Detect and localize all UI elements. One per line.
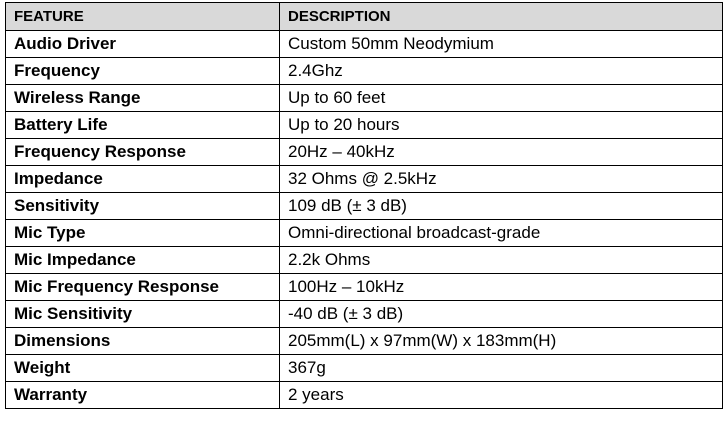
feature-cell: Frequency	[6, 58, 280, 85]
description-cell: 2 years	[280, 382, 723, 409]
feature-column-header: FEATURE	[6, 3, 280, 31]
description-cell: 2.2k Ohms	[280, 247, 723, 274]
feature-cell: Mic Sensitivity	[6, 301, 280, 328]
feature-cell: Dimensions	[6, 328, 280, 355]
description-cell: 109 dB (± 3 dB)	[280, 193, 723, 220]
table-row	[6, 355, 723, 382]
feature-cell: Mic Type	[6, 220, 280, 247]
feature-cell: Weight	[6, 355, 280, 382]
feature-cell: Mic Impedance	[6, 247, 280, 274]
table-row	[6, 274, 723, 301]
feature-cell: Audio Driver	[6, 31, 280, 58]
description-cell: Up to 20 hours	[280, 112, 723, 139]
feature-cell: Warranty	[6, 382, 280, 409]
table-header	[6, 3, 723, 31]
description-cell: 2.4Ghz	[280, 58, 723, 85]
feature-cell: Mic Frequency Response	[6, 274, 280, 301]
description-cell: Omni-directional broadcast-grade	[280, 220, 723, 247]
header-row	[6, 3, 723, 31]
table-row	[6, 382, 723, 409]
description-cell: Custom 50mm Neodymium	[280, 31, 723, 58]
table-row	[6, 112, 723, 139]
table-row	[6, 193, 723, 220]
description-cell: 20Hz – 40kHz	[280, 139, 723, 166]
table-row	[6, 31, 723, 58]
feature-cell: Sensitivity	[6, 193, 280, 220]
table-row	[6, 328, 723, 355]
feature-cell: Battery Life	[6, 112, 280, 139]
description-cell: 100Hz – 10kHz	[280, 274, 723, 301]
table-row	[6, 58, 723, 85]
table-row	[6, 220, 723, 247]
table-row	[6, 301, 723, 328]
description-cell: 367g	[280, 355, 723, 382]
feature-cell: Impedance	[6, 166, 280, 193]
spec-table	[5, 2, 723, 409]
description-cell: 32 Ohms @ 2.5kHz	[280, 166, 723, 193]
table-row	[6, 166, 723, 193]
table-row	[6, 139, 723, 166]
description-cell: -40 dB (± 3 dB)	[280, 301, 723, 328]
table-row	[6, 247, 723, 274]
feature-cell: Frequency Response	[6, 139, 280, 166]
feature-cell: Wireless Range	[6, 85, 280, 112]
description-column-header: DESCRIPTION	[280, 3, 723, 31]
table-body	[6, 31, 723, 409]
description-cell: Up to 60 feet	[280, 85, 723, 112]
table-row	[6, 85, 723, 112]
description-cell: 205mm(L) x 97mm(W) x 183mm(H)	[280, 328, 723, 355]
